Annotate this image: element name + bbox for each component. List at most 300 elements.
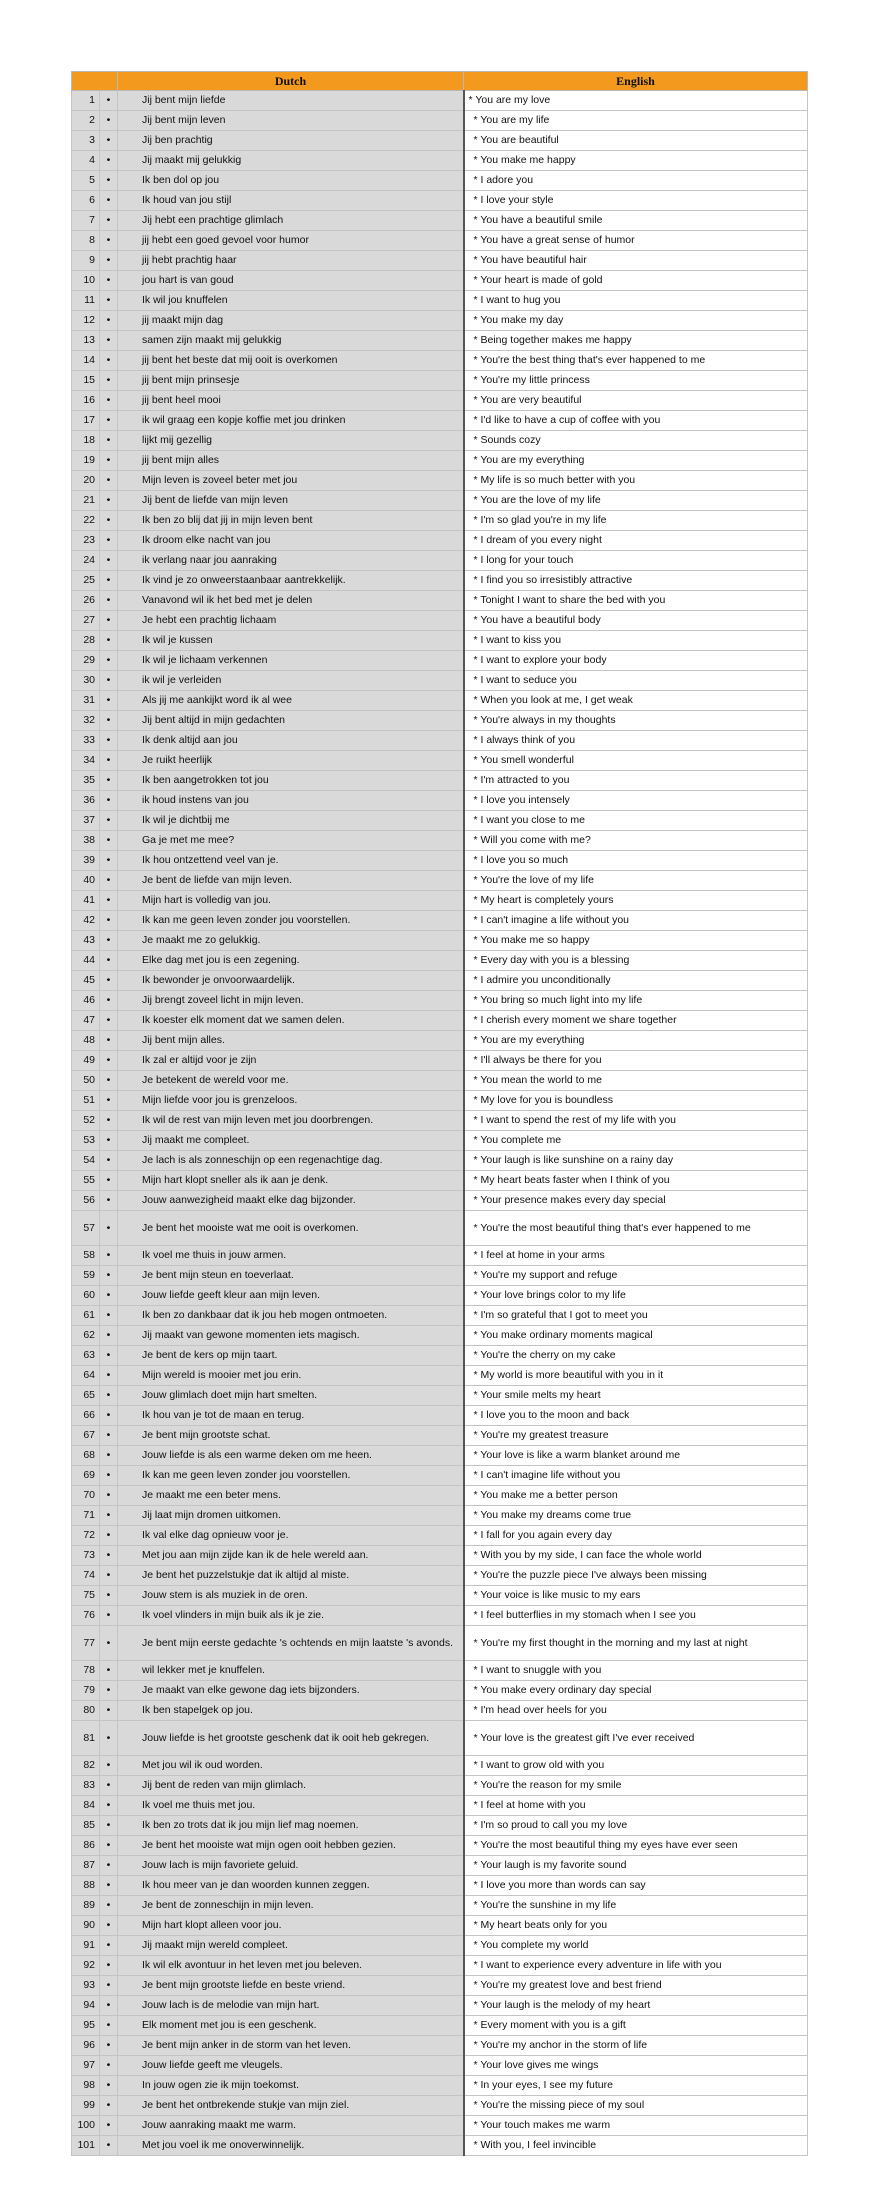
english-phrase: * You have a great sense of humor bbox=[464, 231, 808, 251]
bullet-icon: • bbox=[100, 1306, 118, 1326]
table-row bbox=[72, 1996, 808, 2016]
table-row bbox=[72, 1606, 808, 1626]
english-phrase: * I love you so much bbox=[464, 851, 808, 871]
english-phrase: * My world is more beautiful with you in it bbox=[464, 1366, 808, 1386]
dutch-phrase: wil lekker met je knuffelen. bbox=[118, 1661, 464, 1681]
bullet-icon: • bbox=[100, 331, 118, 351]
bullet-icon: • bbox=[100, 1366, 118, 1386]
table-row bbox=[72, 1976, 808, 1996]
english-phrase: * You're the sunshine in my life bbox=[464, 1896, 808, 1916]
bullet-icon: • bbox=[100, 1406, 118, 1426]
dutch-phrase: jij bent mijn alles bbox=[118, 451, 464, 471]
dutch-phrase: jou hart is van goud bbox=[118, 271, 464, 291]
row-number: 60 bbox=[72, 1286, 100, 1306]
english-phrase: * You're the most beautiful thing that's ever happened to me bbox=[464, 1211, 808, 1246]
dutch-phrase: Jouw lach is de melodie van mijn hart. bbox=[118, 1996, 464, 2016]
row-number: 75 bbox=[72, 1586, 100, 1606]
table-row bbox=[72, 1916, 808, 1936]
english-phrase: * My heart is completely yours bbox=[464, 891, 808, 911]
bullet-icon: • bbox=[100, 1131, 118, 1151]
table-row bbox=[72, 531, 808, 551]
row-number: 7 bbox=[72, 211, 100, 231]
row-number: 45 bbox=[72, 971, 100, 991]
dutch-phrase: Als jij me aankijkt word ik al wee bbox=[118, 691, 464, 711]
bullet-icon: • bbox=[100, 911, 118, 931]
english-phrase: * You make me a better person bbox=[464, 1486, 808, 1506]
table-row bbox=[72, 591, 808, 611]
table-row bbox=[72, 131, 808, 151]
row-number: 63 bbox=[72, 1346, 100, 1366]
table-row bbox=[72, 1286, 808, 1306]
table-row bbox=[72, 551, 808, 571]
english-phrase: * I cherish every moment we share together bbox=[464, 1011, 808, 1031]
english-phrase: * I long for your touch bbox=[464, 551, 808, 571]
bullet-icon: • bbox=[100, 1071, 118, 1091]
bullet-icon: • bbox=[100, 471, 118, 491]
bullet-icon: • bbox=[100, 1486, 118, 1506]
english-phrase: * Your laugh is like sunshine on a rainy day bbox=[464, 1151, 808, 1171]
bullet-icon: • bbox=[100, 1326, 118, 1346]
dutch-phrase: Ik zal er altijd voor je zijn bbox=[118, 1051, 464, 1071]
english-phrase: * You are very beautiful bbox=[464, 391, 808, 411]
dutch-phrase: Mijn leven is zoveel beter met jou bbox=[118, 471, 464, 491]
bullet-icon: • bbox=[100, 1756, 118, 1776]
row-number: 19 bbox=[72, 451, 100, 471]
row-number: 20 bbox=[72, 471, 100, 491]
dutch-phrase: jij maakt mijn dag bbox=[118, 311, 464, 331]
bullet-icon: • bbox=[100, 1171, 118, 1191]
dutch-phrase: Ik wil elk avontuur in het leven met jou beleven. bbox=[118, 1956, 464, 1976]
dutch-phrase: Je betekent de wereld voor me. bbox=[118, 1071, 464, 1091]
bullet-icon: • bbox=[100, 431, 118, 451]
table-row bbox=[72, 1466, 808, 1486]
row-number: 1 bbox=[72, 91, 100, 111]
row-number: 21 bbox=[72, 491, 100, 511]
table-row bbox=[72, 1586, 808, 1606]
bullet-icon: • bbox=[100, 2076, 118, 2096]
bullet-icon: • bbox=[100, 2036, 118, 2056]
table-row bbox=[72, 391, 808, 411]
row-number: 27 bbox=[72, 611, 100, 631]
english-phrase: * You bring so much light into my life bbox=[464, 991, 808, 1011]
bullet-icon: • bbox=[100, 1466, 118, 1486]
dutch-phrase: Jouw stem is als muziek in de oren. bbox=[118, 1586, 464, 1606]
bullet-icon: • bbox=[100, 1776, 118, 1796]
table-row bbox=[72, 151, 808, 171]
table-row bbox=[72, 1701, 808, 1721]
english-phrase: * You're the love of my life bbox=[464, 871, 808, 891]
table-row bbox=[72, 1856, 808, 1876]
english-phrase: * I want to seduce you bbox=[464, 671, 808, 691]
table-row bbox=[72, 311, 808, 331]
table-row bbox=[72, 1071, 808, 1091]
english-phrase: * I want you close to me bbox=[464, 811, 808, 831]
dutch-phrase: Mijn hart klopt sneller als ik aan je denk. bbox=[118, 1171, 464, 1191]
row-number: 53 bbox=[72, 1131, 100, 1151]
row-number: 26 bbox=[72, 591, 100, 611]
row-number: 15 bbox=[72, 371, 100, 391]
dutch-phrase: jij bent mijn prinsesje bbox=[118, 371, 464, 391]
row-number: 80 bbox=[72, 1701, 100, 1721]
dutch-phrase: Je bent mijn steun en toeverlaat. bbox=[118, 1266, 464, 1286]
row-number: 50 bbox=[72, 1071, 100, 1091]
dutch-phrase: Je bent mijn grootste schat. bbox=[118, 1426, 464, 1446]
row-number: 3 bbox=[72, 131, 100, 151]
row-number: 55 bbox=[72, 1171, 100, 1191]
english-phrase: * You have beautiful hair bbox=[464, 251, 808, 271]
bullet-icon: • bbox=[100, 531, 118, 551]
dutch-phrase: Ik droom elke nacht van jou bbox=[118, 531, 464, 551]
bullet-icon: • bbox=[100, 231, 118, 251]
bullet-icon: • bbox=[100, 1606, 118, 1626]
table-row bbox=[72, 1506, 808, 1526]
bullet-icon: • bbox=[100, 1876, 118, 1896]
dutch-phrase: Ik koester elk moment dat we samen delen. bbox=[118, 1011, 464, 1031]
dutch-phrase: Jouw glimlach doet mijn hart smelten. bbox=[118, 1386, 464, 1406]
row-number: 70 bbox=[72, 1486, 100, 1506]
bullet-icon: • bbox=[100, 671, 118, 691]
dutch-phrase: Je bent mijn anker in de storm van het leven. bbox=[118, 2036, 464, 2056]
row-number: 37 bbox=[72, 811, 100, 831]
table-row bbox=[72, 891, 808, 911]
row-number: 23 bbox=[72, 531, 100, 551]
english-phrase: * You are the love of my life bbox=[464, 491, 808, 511]
table-row bbox=[72, 1956, 808, 1976]
dutch-phrase: Mijn hart klopt alleen voor jou. bbox=[118, 1916, 464, 1936]
dutch-phrase: ik houd instens van jou bbox=[118, 791, 464, 811]
english-phrase: * I feel butterflies in my stomach when I see you bbox=[464, 1606, 808, 1626]
bullet-icon: • bbox=[100, 451, 118, 471]
table-row bbox=[72, 751, 808, 771]
english-phrase: * With you, I feel invincible bbox=[464, 2136, 808, 2156]
bullet-icon: • bbox=[100, 1286, 118, 1306]
bullet-icon: • bbox=[100, 1446, 118, 1466]
row-number: 90 bbox=[72, 1916, 100, 1936]
english-phrase: * Your laugh is the melody of my heart bbox=[464, 1996, 808, 2016]
row-number: 41 bbox=[72, 891, 100, 911]
table-row bbox=[72, 1661, 808, 1681]
bullet-icon: • bbox=[100, 871, 118, 891]
english-phrase: * In your eyes, I see my future bbox=[464, 2076, 808, 2096]
english-phrase: * You are my everything bbox=[464, 451, 808, 471]
bullet-icon: • bbox=[100, 2016, 118, 2036]
bullet-icon: • bbox=[100, 491, 118, 511]
row-number: 56 bbox=[72, 1191, 100, 1211]
bullet-icon: • bbox=[100, 1346, 118, 1366]
table-row bbox=[72, 1566, 808, 1586]
dutch-phrase: Je bent het mooiste wat me ooit is overkomen. bbox=[118, 1211, 464, 1246]
bullet-icon: • bbox=[100, 1836, 118, 1856]
row-number: 44 bbox=[72, 951, 100, 971]
english-phrase: * You make my dreams come true bbox=[464, 1506, 808, 1526]
table-row bbox=[72, 431, 808, 451]
table-row bbox=[72, 1306, 808, 1326]
row-number: 72 bbox=[72, 1526, 100, 1546]
table-row bbox=[72, 1896, 808, 1916]
table-row bbox=[72, 1836, 808, 1856]
english-column-header: English bbox=[464, 72, 808, 91]
dutch-phrase: Ik wil de rest van mijn leven met jou doorbrengen. bbox=[118, 1111, 464, 1131]
dutch-phrase: Ik voel vlinders in mijn buik als ik je zie. bbox=[118, 1606, 464, 1626]
english-phrase: * You make my day bbox=[464, 311, 808, 331]
english-phrase: * I want to hug you bbox=[464, 291, 808, 311]
dutch-phrase: Jij hebt een prachtige glimlach bbox=[118, 211, 464, 231]
table-row bbox=[72, 811, 808, 831]
dutch-phrase: Jij bent mijn liefde bbox=[118, 91, 464, 111]
table-row bbox=[72, 1936, 808, 1956]
english-phrase: * I love you more than words can say bbox=[464, 1876, 808, 1896]
english-phrase: * I want to experience every adventure in life with you bbox=[464, 1956, 808, 1976]
dutch-phrase: Jouw liefde geeft me vleugels. bbox=[118, 2056, 464, 2076]
dutch-phrase: Je maakt me zo gelukkig. bbox=[118, 931, 464, 951]
bullet-icon: • bbox=[100, 571, 118, 591]
dutch-phrase: Met jou aan mijn zijde kan ik de hele wereld aan. bbox=[118, 1546, 464, 1566]
row-number: 65 bbox=[72, 1386, 100, 1406]
bullet-icon: • bbox=[100, 591, 118, 611]
bullet-icon: • bbox=[100, 2136, 118, 2156]
english-phrase: * You make ordinary moments magical bbox=[464, 1326, 808, 1346]
dutch-phrase: Met jou wil ik oud worden. bbox=[118, 1756, 464, 1776]
table-row bbox=[72, 1526, 808, 1546]
row-number: 92 bbox=[72, 1956, 100, 1976]
dutch-phrase: samen zijn maakt mij gelukkig bbox=[118, 331, 464, 351]
table-row bbox=[72, 791, 808, 811]
dutch-phrase: Ik houd van jou stijl bbox=[118, 191, 464, 211]
row-number: 51 bbox=[72, 1091, 100, 1111]
dutch-phrase: lijkt mij gezellig bbox=[118, 431, 464, 451]
table-row bbox=[72, 851, 808, 871]
bullet-icon: • bbox=[100, 151, 118, 171]
bullet-icon: • bbox=[100, 851, 118, 871]
table-row bbox=[72, 291, 808, 311]
english-phrase: * Your laugh is my favorite sound bbox=[464, 1856, 808, 1876]
corner-cell bbox=[72, 72, 118, 91]
table-row bbox=[72, 1406, 808, 1426]
english-phrase: * I'm so glad you're in my life bbox=[464, 511, 808, 531]
table-row bbox=[72, 1446, 808, 1466]
bullet-icon: • bbox=[100, 511, 118, 531]
bullet-icon: • bbox=[100, 1856, 118, 1876]
bullet-icon: • bbox=[100, 891, 118, 911]
dutch-phrase: Ik ben stapelgek op jou. bbox=[118, 1701, 464, 1721]
english-phrase: * Your love gives me wings bbox=[464, 2056, 808, 2076]
bullet-icon: • bbox=[100, 1681, 118, 1701]
english-phrase: * I can't imagine a life without you bbox=[464, 911, 808, 931]
row-number: 101 bbox=[72, 2136, 100, 2156]
bullet-icon: • bbox=[100, 211, 118, 231]
bullet-icon: • bbox=[100, 611, 118, 631]
bullet-icon: • bbox=[100, 1031, 118, 1051]
row-number: 54 bbox=[72, 1151, 100, 1171]
row-number: 4 bbox=[72, 151, 100, 171]
row-number: 16 bbox=[72, 391, 100, 411]
bullet-icon: • bbox=[100, 711, 118, 731]
row-number: 31 bbox=[72, 691, 100, 711]
table-row bbox=[72, 1546, 808, 1566]
table-row bbox=[72, 251, 808, 271]
english-phrase: * Your presence makes every day special bbox=[464, 1191, 808, 1211]
table-row bbox=[72, 1151, 808, 1171]
bullet-icon: • bbox=[100, 1796, 118, 1816]
english-phrase: * You're the reason for my smile bbox=[464, 1776, 808, 1796]
table-row bbox=[72, 651, 808, 671]
bullet-icon: • bbox=[100, 1051, 118, 1071]
row-number: 29 bbox=[72, 651, 100, 671]
table-row bbox=[72, 671, 808, 691]
dutch-phrase: Vanavond wil ik het bed met je delen bbox=[118, 591, 464, 611]
bullet-icon: • bbox=[100, 651, 118, 671]
dutch-phrase: Ik val elke dag opnieuw voor je. bbox=[118, 1526, 464, 1546]
table-row bbox=[72, 571, 808, 591]
bullet-icon: • bbox=[100, 291, 118, 311]
english-phrase: * My heart beats faster when I think of you bbox=[464, 1171, 808, 1191]
dutch-phrase: Ik ben zo blij dat jij in mijn leven bent bbox=[118, 511, 464, 531]
row-number: 88 bbox=[72, 1876, 100, 1896]
english-phrase: * I want to grow old with you bbox=[464, 1756, 808, 1776]
row-number: 18 bbox=[72, 431, 100, 451]
english-phrase: * I admire you unconditionally bbox=[464, 971, 808, 991]
row-number: 5 bbox=[72, 171, 100, 191]
row-number: 32 bbox=[72, 711, 100, 731]
dutch-phrase: Jouw liefde is als een warme deken om me heen. bbox=[118, 1446, 464, 1466]
dutch-phrase: Elk moment met jou is een geschenk. bbox=[118, 2016, 464, 2036]
dutch-phrase: Jij bent mijn leven bbox=[118, 111, 464, 131]
phrase-table bbox=[71, 71, 808, 2156]
bullet-icon: • bbox=[100, 1266, 118, 1286]
bullet-icon: • bbox=[100, 731, 118, 751]
dutch-phrase: Je ruikt heerlijk bbox=[118, 751, 464, 771]
english-phrase: * You're the cherry on my cake bbox=[464, 1346, 808, 1366]
table-row bbox=[72, 1131, 808, 1151]
dutch-phrase: jij hebt prachtig haar bbox=[118, 251, 464, 271]
table-row bbox=[72, 931, 808, 951]
row-number: 57 bbox=[72, 1211, 100, 1246]
english-phrase: * I want to snuggle with you bbox=[464, 1661, 808, 1681]
bullet-icon: • bbox=[100, 1721, 118, 1756]
dutch-phrase: Ik wil je kussen bbox=[118, 631, 464, 651]
english-phrase: * My life is so much better with you bbox=[464, 471, 808, 491]
english-phrase: * Your touch makes me warm bbox=[464, 2116, 808, 2136]
table-row bbox=[72, 1191, 808, 1211]
bullet-icon: • bbox=[100, 1111, 118, 1131]
row-number: 35 bbox=[72, 771, 100, 791]
row-number: 76 bbox=[72, 1606, 100, 1626]
bullet-icon: • bbox=[100, 791, 118, 811]
english-phrase: * I always think of you bbox=[464, 731, 808, 751]
bullet-icon: • bbox=[100, 1626, 118, 1661]
bullet-icon: • bbox=[100, 831, 118, 851]
row-number: 2 bbox=[72, 111, 100, 131]
english-phrase: * I'm so grateful that I got to meet you bbox=[464, 1306, 808, 1326]
bullet-icon: • bbox=[100, 1701, 118, 1721]
row-number: 30 bbox=[72, 671, 100, 691]
row-number: 8 bbox=[72, 231, 100, 251]
english-phrase: * I want to kiss you bbox=[464, 631, 808, 651]
row-number: 11 bbox=[72, 291, 100, 311]
row-number: 42 bbox=[72, 911, 100, 931]
table-row bbox=[72, 1721, 808, 1756]
english-phrase: * Will you come with me? bbox=[464, 831, 808, 851]
bullet-icon: • bbox=[100, 811, 118, 831]
english-phrase: * My heart beats only for you bbox=[464, 1916, 808, 1936]
dutch-phrase: Je lach is als zonneschijn op een regenachtige dag. bbox=[118, 1151, 464, 1171]
row-number: 40 bbox=[72, 871, 100, 891]
dutch-phrase: Ik kan me geen leven zonder jou voorstellen. bbox=[118, 1466, 464, 1486]
dutch-phrase: Je bent de kers op mijn taart. bbox=[118, 1346, 464, 1366]
dutch-phrase: Ik voel me thuis met jou. bbox=[118, 1796, 464, 1816]
table-row bbox=[72, 491, 808, 511]
table-row bbox=[72, 971, 808, 991]
row-number: 52 bbox=[72, 1111, 100, 1131]
bullet-icon: • bbox=[100, 1426, 118, 1446]
row-number: 78 bbox=[72, 1661, 100, 1681]
dutch-phrase: Je bent het ontbrekende stukje van mijn ziel. bbox=[118, 2096, 464, 2116]
table-row bbox=[72, 2036, 808, 2056]
table-row bbox=[72, 1326, 808, 1346]
english-phrase: * When you look at me, I get weak bbox=[464, 691, 808, 711]
dutch-phrase: Jij bent de reden van mijn glimlach. bbox=[118, 1776, 464, 1796]
dutch-phrase: Jij laat mijn dromen uitkomen. bbox=[118, 1506, 464, 1526]
row-number: 67 bbox=[72, 1426, 100, 1446]
row-number: 38 bbox=[72, 831, 100, 851]
table-row bbox=[72, 411, 808, 431]
row-number: 25 bbox=[72, 571, 100, 591]
bullet-icon: • bbox=[100, 1566, 118, 1586]
row-number: 96 bbox=[72, 2036, 100, 2056]
table-row bbox=[72, 2136, 808, 2156]
row-number: 14 bbox=[72, 351, 100, 371]
row-number: 84 bbox=[72, 1796, 100, 1816]
english-phrase: * You have a beautiful body bbox=[464, 611, 808, 631]
dutch-phrase: Ik denk altijd aan jou bbox=[118, 731, 464, 751]
table-row bbox=[72, 231, 808, 251]
bullet-icon: • bbox=[100, 551, 118, 571]
table-row bbox=[72, 2096, 808, 2116]
table-row bbox=[72, 731, 808, 751]
english-phrase: * You're my greatest treasure bbox=[464, 1426, 808, 1446]
dutch-phrase: Jij maakt me compleet. bbox=[118, 1131, 464, 1151]
english-phrase: * You complete me bbox=[464, 1131, 808, 1151]
english-phrase: * You mean the world to me bbox=[464, 1071, 808, 1091]
dutch-phrase: jij bent het beste dat mij ooit is overkomen bbox=[118, 351, 464, 371]
row-number: 79 bbox=[72, 1681, 100, 1701]
row-number: 82 bbox=[72, 1756, 100, 1776]
table-row bbox=[72, 91, 808, 111]
english-phrase: * You're my little princess bbox=[464, 371, 808, 391]
table-row bbox=[72, 1681, 808, 1701]
bullet-icon: • bbox=[100, 771, 118, 791]
table-row bbox=[72, 2056, 808, 2076]
english-phrase: * Every day with you is a blessing bbox=[464, 951, 808, 971]
row-number: 98 bbox=[72, 2076, 100, 2096]
dutch-phrase: Jij ben prachtig bbox=[118, 131, 464, 151]
bullet-icon: • bbox=[100, 2116, 118, 2136]
dutch-phrase: Jij maakt mij gelukkig bbox=[118, 151, 464, 171]
table-row bbox=[72, 631, 808, 651]
row-number: 61 bbox=[72, 1306, 100, 1326]
english-phrase: * Your heart is made of gold bbox=[464, 271, 808, 291]
table-row bbox=[72, 611, 808, 631]
row-number: 13 bbox=[72, 331, 100, 351]
dutch-phrase: Jij maakt van gewone momenten iets magisch. bbox=[118, 1326, 464, 1346]
bullet-icon: • bbox=[100, 1816, 118, 1836]
table-row bbox=[72, 711, 808, 731]
english-phrase: * You smell wonderful bbox=[464, 751, 808, 771]
row-number: 6 bbox=[72, 191, 100, 211]
dutch-phrase: jij bent heel mooi bbox=[118, 391, 464, 411]
table-row bbox=[72, 471, 808, 491]
bullet-icon: • bbox=[100, 271, 118, 291]
